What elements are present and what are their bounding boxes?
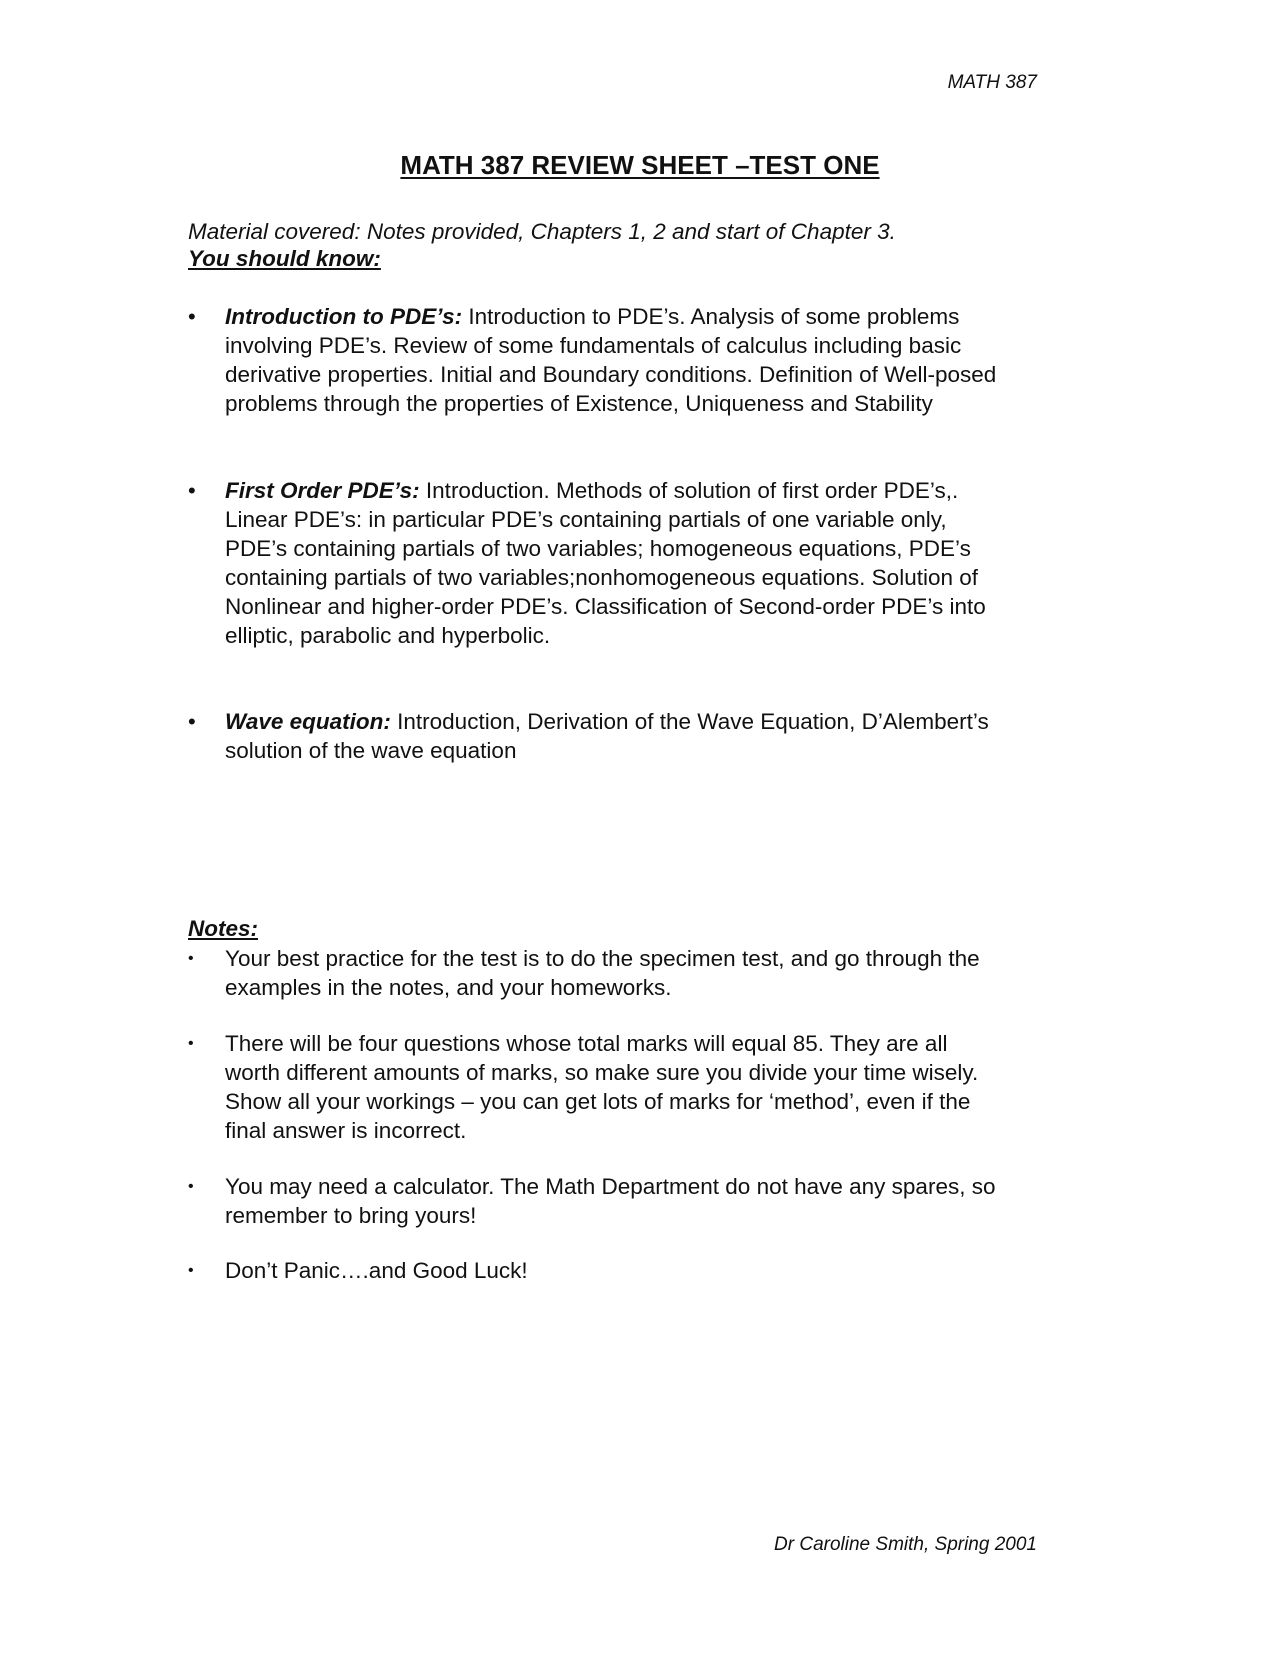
- bullet: •: [188, 709, 196, 734]
- topic-line: containing partials of two variables;nonhomogeneous equations. Solution of: [225, 565, 979, 590]
- note-line: Don’t Panic….and Good Luck!: [225, 1258, 528, 1283]
- note-line: worth different amounts of marks, so make sure you divide your time wisely.: [225, 1060, 979, 1085]
- topic-line: derivative properties. Initial and Boundary conditions. Definition of Well-posed: [225, 362, 997, 387]
- topic-line: [225, 476, 1088, 505]
- note-item: [188, 944, 1088, 1002]
- page-title: MATH 387 REVIEW SHEET –TEST ONE: [400, 150, 880, 180]
- bullet: •: [188, 1178, 194, 1195]
- note-line: final answer is incorrect.: [225, 1118, 467, 1143]
- topic-line: [225, 302, 1088, 331]
- note-item: [188, 1172, 1088, 1230]
- note-item: [188, 1256, 1088, 1285]
- topic-line-text: Introduction, Derivation of the Wave Equation, D’Alembert’s: [397, 709, 989, 734]
- you-should-know-heading: You should know:: [188, 246, 381, 271]
- topic-line: Linear PDE’s: in particular PDE’s containing partials of one variable only,: [225, 507, 947, 532]
- note-line: Show all your workings – you can get lots of marks for ‘method’, even if the: [225, 1089, 971, 1114]
- bullet: •: [188, 950, 194, 967]
- topic-line: [225, 707, 1088, 736]
- topic-heading: Wave equation:: [225, 709, 391, 734]
- topic-intro-pdes: [188, 302, 1088, 418]
- note-line: Your best practice for the test is to do the specimen test, and go through the: [225, 946, 980, 971]
- note-line: There will be four questions whose total marks will equal 85. They are all: [225, 1031, 948, 1056]
- bullet: •: [188, 304, 196, 329]
- topic-line: solution of the wave equation: [225, 738, 517, 763]
- material-covered: Material covered: Notes provided, Chapters 1, 2 and start of Chapter 3.: [188, 219, 896, 244]
- note-line: You may need a calculator. The Math Department do not have any spares, so: [225, 1174, 996, 1199]
- note-item: [188, 1029, 1088, 1145]
- notes-heading: Notes:: [188, 916, 259, 941]
- author-footer: Dr Caroline Smith, Spring 2001: [774, 1534, 1037, 1555]
- topic-line: elliptic, parabolic and hyperbolic.: [225, 623, 551, 648]
- topic-line: involving PDE’s. Review of some fundamentals of calculus including basic: [225, 333, 962, 358]
- course-code-header: MATH 387: [947, 72, 1037, 93]
- topic-line: problems through the properties of Existence, Uniqueness and Stability: [225, 391, 933, 416]
- topic-heading: First Order PDE’s:: [225, 478, 420, 503]
- bullet: •: [188, 1262, 194, 1279]
- note-line: remember to bring yours!: [225, 1203, 477, 1228]
- bullet: •: [188, 478, 196, 503]
- bullet: •: [188, 1035, 194, 1052]
- topic-line: Nonlinear and higher-order PDE’s. Classification of Second-order PDE’s into: [225, 594, 986, 619]
- topic-line-text: Introduction. Methods of solution of first order PDE’s,.: [425, 478, 959, 503]
- note-line: examples in the notes, and your homeworks.: [225, 975, 672, 1000]
- topic-heading: Introduction to PDE’s:: [225, 304, 463, 329]
- topic-line-text: Introduction to PDE’s. Analysis of some problems: [468, 304, 960, 329]
- topic-wave-equation: [188, 707, 1088, 765]
- topic-first-order-pdes: [188, 476, 1088, 650]
- topic-line: PDE’s containing partials of two variables; homogeneous equations, PDE’s: [225, 536, 971, 561]
